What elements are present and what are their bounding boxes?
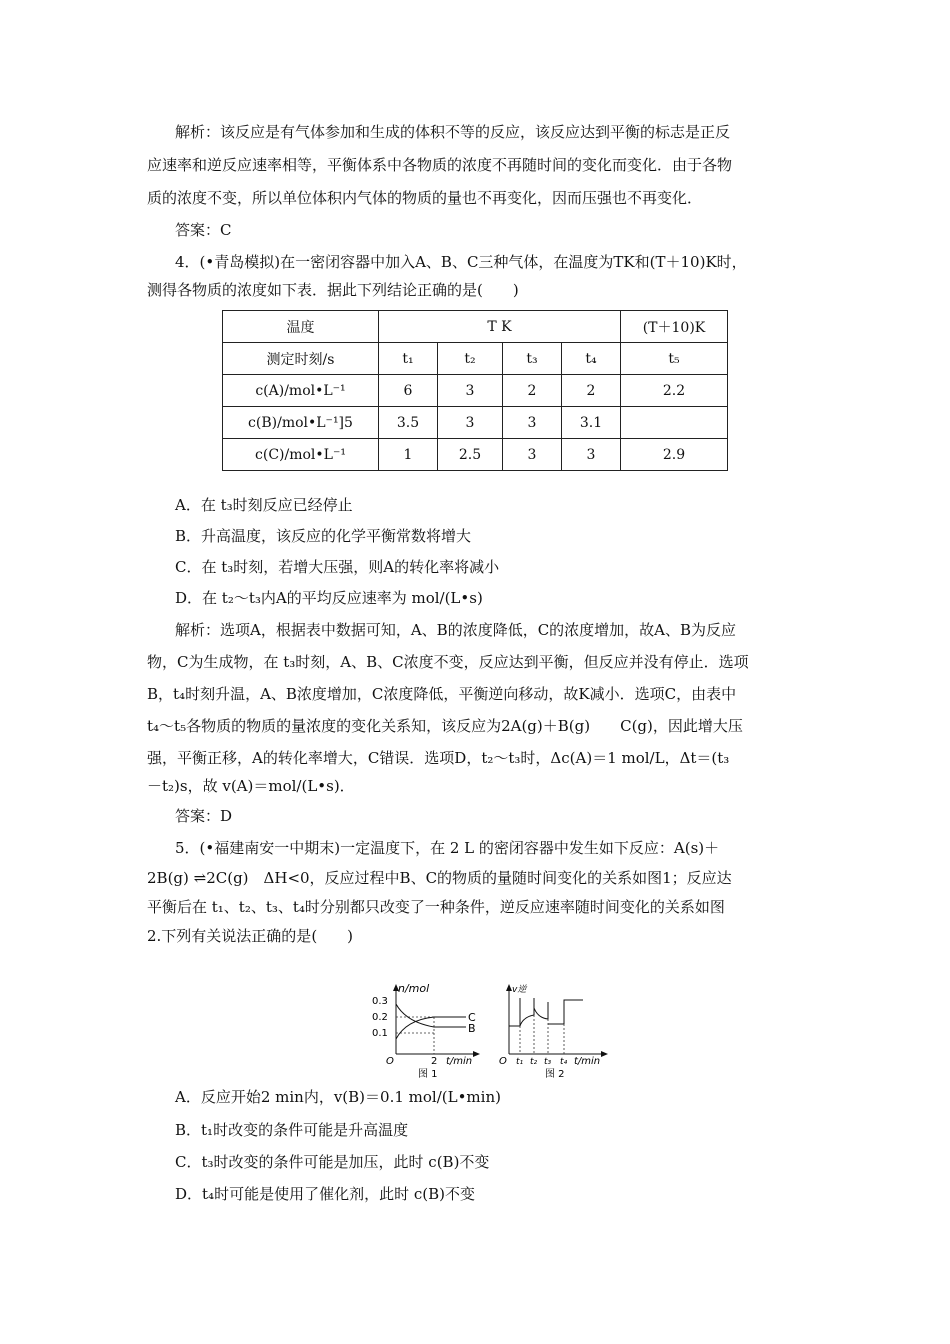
option-a: A．反应开始2 min内，v(B)＝0.1 mol/(L•min) xyxy=(175,1088,501,1106)
analysis-line: 强，平衡正移，A的转化率增大，C错误．选项D，t₂～t₃时，Δc(A)＝1 mol/L，Δt＝(t₃ xyxy=(147,749,730,767)
header-temp: 温度 xyxy=(223,311,379,343)
value-cell: 1 xyxy=(379,439,438,471)
row-label: c(C)/mol•L⁻¹ xyxy=(223,439,379,471)
question-stem: 4．(•青岛模拟)在一密闭容器中加入A、B、C三种气体，在温度为TK和(T＋10)K时， xyxy=(175,253,747,271)
value-cell: 2 xyxy=(503,375,562,407)
value-cell xyxy=(621,407,728,439)
time-cell: t₁ xyxy=(379,343,438,375)
question-stem: 2B(g) ⇌2C(g) ΔH<0，反应过程中B、C的物质的量随时间变化的关系如图1；反应达 xyxy=(147,869,732,887)
row-label: c(B)/mol•L⁻¹]5 xyxy=(223,407,379,439)
time-cell: t₂ xyxy=(438,343,503,375)
fig1-ytick: 0.3 xyxy=(372,996,388,1007)
analysis-line: 解析：选项A，根据表中数据可知，A、B的浓度降低，C的浓度增加，故A、B为反应 xyxy=(175,621,737,639)
fig2-xtick: t₂ xyxy=(530,1057,538,1067)
option-d: D．在 t₂～t₃内A的平均反应速率为 mol/(L•s) xyxy=(175,589,483,607)
fig1-label-c: C xyxy=(468,1011,476,1024)
fig1-xtick: 2 xyxy=(431,1056,438,1067)
figure-2 xyxy=(499,984,608,1080)
question-stem: 2.下列有关说法正确的是( ) xyxy=(147,927,354,945)
fig2-xtick: t₁ xyxy=(516,1057,524,1067)
option-c: C．t₃时改变的条件可能是加压，此时 c(B)不变 xyxy=(175,1153,490,1171)
fig1-curve-c xyxy=(396,1017,466,1039)
option-b: B．升高温度，该反应的化学平衡常数将增大 xyxy=(175,527,472,545)
fig2-origin: O xyxy=(499,1056,507,1067)
question-stem: 平衡后在 t₁、t₂、t₃、t₄时分别都只改变了一种条件，逆反应速率随时间变化的关系如图 xyxy=(147,898,725,916)
answer-line: 答案：D xyxy=(175,807,233,825)
analysis-line: 物，C为生成物，在 t₃时刻，A、B、C浓度不变，反应达到平衡，但反应并没有停止．选项 xyxy=(147,653,749,671)
option-b: B．t₁时改变的条件可能是升高温度 xyxy=(175,1121,409,1139)
value-cell: 6 xyxy=(379,375,438,407)
fig1-caption: 图 1 xyxy=(418,1069,438,1080)
fig2-curve xyxy=(509,998,583,1026)
value-cell: 3 xyxy=(503,407,562,439)
fig2-xlabel: t/min xyxy=(574,1056,601,1067)
fig1-ytick: 0.2 xyxy=(372,1012,388,1023)
fig1-label-b: B xyxy=(468,1022,476,1035)
question-stem: 测得各物质的浓度如下表．据此下列结论正确的是( ) xyxy=(147,281,519,299)
value-cell: 3 xyxy=(438,375,503,407)
analysis-line: B，t₄时刻升温，A、B浓度增加，C浓度降低，平衡逆向移动，故K减小．选项C，由表中 xyxy=(147,685,737,703)
answer-line: 答案：C xyxy=(175,221,232,239)
time-cell: t₄ xyxy=(562,343,621,375)
header-tk: T K xyxy=(379,311,621,343)
option-d: D．t₄时可能是使用了催化剂，此时 c(B)不变 xyxy=(175,1185,475,1203)
fig2-xtick: t₃ xyxy=(544,1057,552,1067)
fig1-origin: O xyxy=(386,1056,394,1067)
fig1-xlabel: t/min xyxy=(446,1056,473,1067)
analysis-line: 质的浓度不变，所以单位体积内气体的物质的量也不再变化，因而压强也不再变化． xyxy=(147,189,703,207)
fig1-ylabel: n/mol xyxy=(398,982,430,995)
value-cell: 3 xyxy=(562,439,621,471)
figures xyxy=(368,982,614,1080)
value-cell: 2.5 xyxy=(438,439,503,471)
value-cell: 3 xyxy=(503,439,562,471)
row-label: c(A)/mol•L⁻¹ xyxy=(223,375,379,407)
value-cell: 3.1 xyxy=(562,407,621,439)
analysis-line: －t₂)s，故 v(A)＝mol/(L•s)． xyxy=(147,777,355,795)
value-cell: 2 xyxy=(562,375,621,407)
fig1-ytick: 0.1 xyxy=(372,1028,388,1039)
fig2-xtick: t₄ xyxy=(560,1057,568,1067)
concentration-table xyxy=(222,310,728,471)
option-a: A．在 t₃时刻反应已经停止 xyxy=(175,496,353,514)
value-cell: 2.2 xyxy=(621,375,728,407)
analysis-line: t₄～t₅各物质的物质的量浓度的变化关系知，该反应为2A(g)＋B(g) C(g)，因此增大压 xyxy=(147,717,743,735)
fig1-x-arrow xyxy=(473,1051,480,1057)
value-cell: 2.9 xyxy=(621,439,728,471)
analysis-line: 解析：该反应是有气体参加和生成的体积不等的反应，该反应达到平衡的标志是正反 xyxy=(175,123,731,141)
fig2-ylabel: v逆 xyxy=(512,985,527,995)
header-time: 测定时刻/s xyxy=(223,343,379,375)
question-stem: 5．(•福建南安一中期末)一定温度下，在 2 L 的密闭容器中发生如下反应：A(s)＋ xyxy=(175,839,720,857)
header-t10: (T＋10)K xyxy=(621,311,728,343)
value-cell: 3 xyxy=(438,407,503,439)
time-cell: t₃ xyxy=(503,343,562,375)
fig2-caption: 图 2 xyxy=(545,1069,565,1080)
analysis-line: 应速率和逆反应速率相等，平衡体系中各物质的浓度不再随时间的变化而变化．由于各物 xyxy=(147,156,733,174)
fig1-curve-b xyxy=(396,1004,466,1027)
figure-1 xyxy=(372,982,480,1080)
time-cell: t₅ xyxy=(621,343,728,375)
fig2-x-arrow xyxy=(601,1051,608,1057)
value-cell: 3.5 xyxy=(379,407,438,439)
option-c: C．在 t₃时刻，若增大压强，则A的转化率将减小 xyxy=(175,558,500,576)
